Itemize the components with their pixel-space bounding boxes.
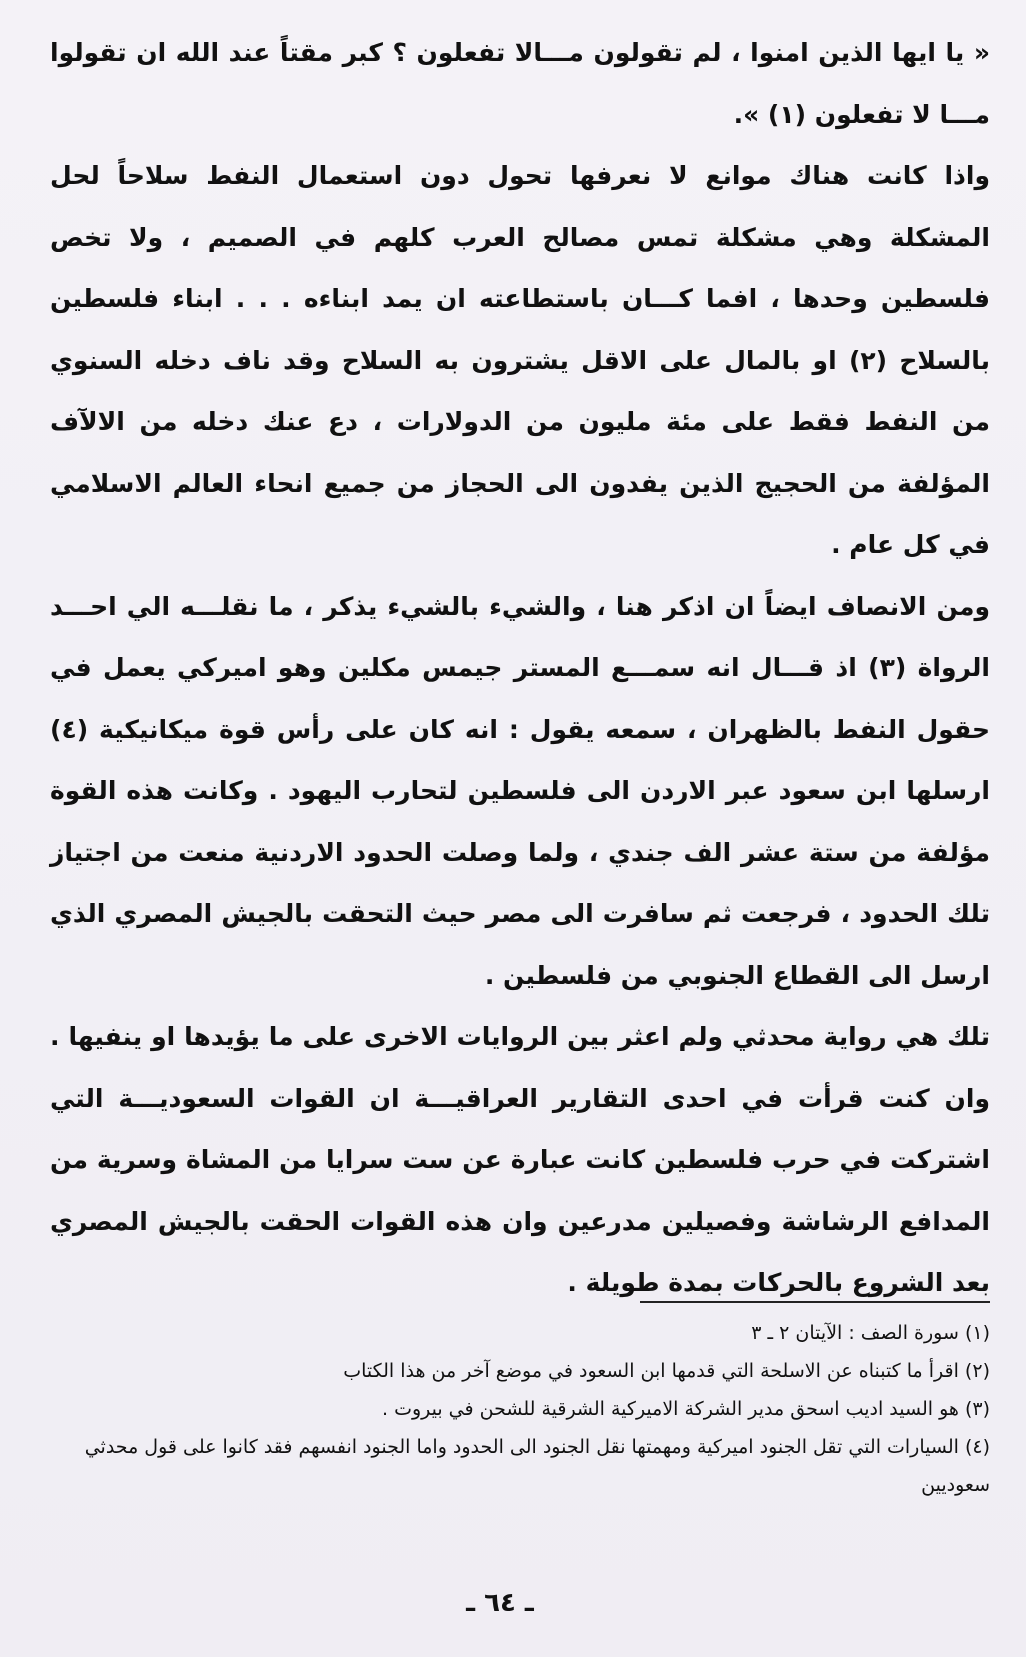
- paragraph-quran-verse: « يا ايها الذين امنوا ، لم تقولون مـــالا تفعلون ؟ كبر مقتاً عند الله ان تقولوا مـــا لا تفعلون (١) ».: [50, 38, 990, 129]
- footnote-3: (٣) هو السيد اديب اسحق مدير الشركة الاميركية الشرقية للشحن في بيروت .: [382, 1398, 990, 1420]
- footnotes: [50, 1314, 990, 1504]
- main-text: [50, 22, 990, 1314]
- footnote-2: (٢) اقرأ ما كتبناه عن الاسلحة التي قدمها ابن السعود في موضع آخر من هذا الكتاب: [343, 1360, 990, 1382]
- footnote-1: (١) سورة الصف : الآيتان ٢ ـ ٣: [751, 1322, 990, 1344]
- footnote-separator: [640, 1301, 990, 1303]
- paragraph-narrator-account: ومن الانصاف ايضاً ان اذكر هنا ، والشيء بالشيء يذكر ، ما نقلـــه الي احـــد الرواة (٣) اذ قـــال انه سمـــع المستر جيمس مكلين وهو اميركي يعمل في حقول النفط بالظهران ، سمعه يقول : انه كان على رأس قوة ميكانيكية (٤) ارسلها ابن سعود عبر الاردن الى فلسطين لتحارب اليهود . وكانت هذه القوة مؤلفة من ستة عشر الف جندي ، ولما وصلت الحدود الاردنية منعت من اجتياز تلك الحدود ، فرجعت ثم سافرت الى مصر حيث التحقت بالجيش المصري الذي ارسل الى القطاع الجنوبي من فلسطين .: [50, 591, 990, 990]
- footnote-4: (٤) السيارات التي تقل الجنود اميركية ومهمتها نقل الجنود الى الحدود واما الجنود انفسهم فقد كانوا على قول محدثي سعوديين: [84, 1436, 990, 1496]
- paragraph-oil-weapon: واذا كانت هناك موانع لا نعرفها تحول دون استعمال النفط سلاحاً لحل المشكلة وهي مشكلة تمس مصالح العرب كلهم في الصميم ، ولا تخص فلسطين وحدها ، افما كـــان باستطاعته ان يمد ابناءه . . . ابناء فلسطين بالسلاح (٢) او بالمال على الاقل يشترون به السلاح وقد ناف دخله السنوي من النفط فقط على مئة مليون من الدولارات ، دع عنك دخله من الالآف المؤلفة من الحجيج الذين يفدون الى الحجاز من جميع انحاء العالم الاسلامي في كل عام .: [50, 161, 990, 559]
- page-number: ـ ٦٤ ـ: [466, 1588, 534, 1618]
- paragraph-saudi-forces: تلك هي رواية محدثي ولم اعثر بين الروايات الاخرى على ما يؤيدها او ينفيها . وان كنت قرأت في احدى التقارير العراقيـــة ان القوات السعوديـــة التي اشتركت في حرب فلسطين كانت عبارة عن ست سرايا من المشاة وسرية من المدافع الرشاشة وفصيلين مدرعين وان هذه القوات الحقت بالجيش المصري بعد الشروع بالحركات بمدة طويلة .: [50, 1022, 990, 1297]
